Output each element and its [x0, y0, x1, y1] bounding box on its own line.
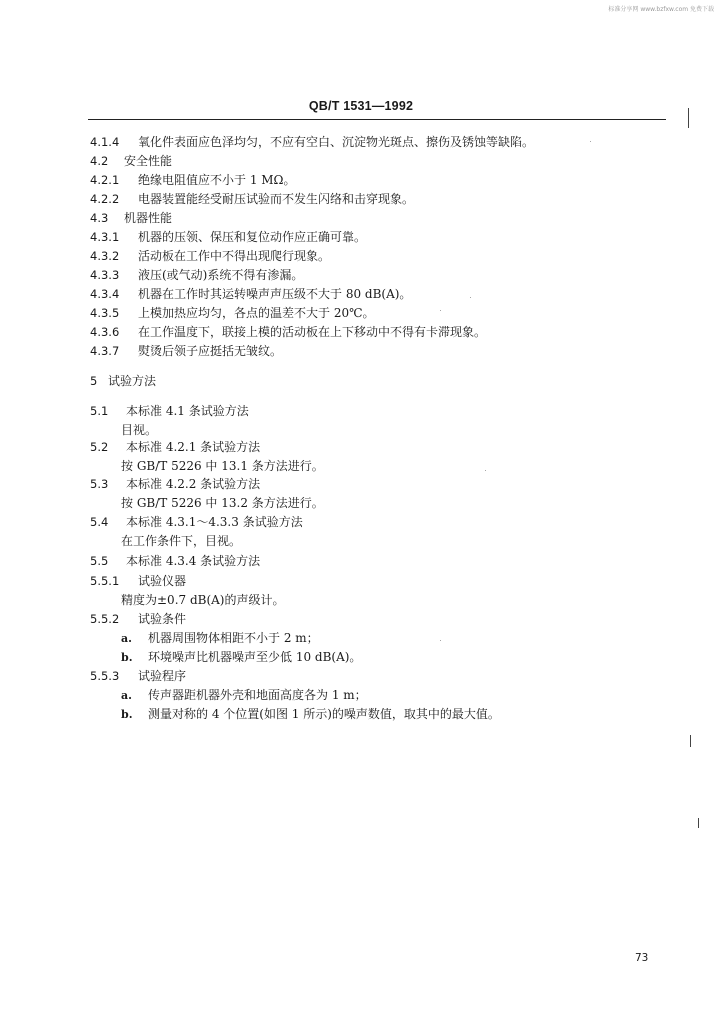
- clause-4-1-4: [90, 135, 534, 149]
- clause-4-3: [90, 211, 172, 225]
- clause-title: 本标准 4.3.1～4.3.3 条试验方法: [126, 515, 303, 529]
- clause-text: 机器的压领、保压和复位动作应正确可靠。: [138, 230, 367, 244]
- clause-text: 氧化件表面应色泽均匀，不应有空白、沉淀物光斑点、擦伤及锈蚀等缺陷。: [138, 135, 535, 149]
- clause-title: 试验条件: [138, 612, 187, 626]
- scan-speck: [440, 640, 441, 641]
- clause-number: 5.4: [90, 515, 109, 529]
- scan-speck: [470, 297, 471, 298]
- clause-5-5-2: [90, 612, 186, 626]
- clause-text: 机器在工作时其运转噪声声压级不大于 80 dB(A)。: [138, 287, 412, 301]
- clause-4-2: [90, 154, 172, 168]
- clause-4-2-1: [90, 173, 296, 187]
- section-number: 5: [90, 374, 98, 388]
- clause-5-2: [90, 440, 260, 454]
- clause-4-3-1: [90, 230, 366, 244]
- clause-number: 4.3.7: [90, 344, 120, 358]
- clause-title: 本标准 4.2.1 条试验方法: [126, 440, 261, 454]
- scan-speck: [590, 141, 591, 142]
- clause-number: 5.5: [90, 554, 109, 568]
- scan-mark: [688, 108, 689, 128]
- section-title: 试验方法: [108, 374, 157, 388]
- clause-5-4: [90, 515, 303, 529]
- clause-number: 4.3.6: [90, 325, 120, 339]
- clause-4-3-4: [90, 287, 411, 301]
- clause-number: 5.5.3: [90, 669, 120, 683]
- scan-speck: [440, 310, 441, 311]
- clause-number: 5.2: [90, 440, 109, 454]
- page-number: 73: [635, 952, 649, 964]
- clause-5-1-body: 目视。: [121, 423, 158, 437]
- clause-text: 电器装置能经受耐压试验而不发生闪络和击穿现象。: [138, 192, 415, 206]
- clause-5-2-body: 按 GB/T 5226 中 13.1 条方法进行。: [121, 459, 324, 473]
- clause-title: 本标准 4.2.2 条试验方法: [126, 477, 261, 491]
- clause-5-1: [90, 404, 249, 418]
- clause-4-3-2: [90, 249, 330, 263]
- clause-5-3: [90, 477, 260, 491]
- clause-title: 本标准 4.3.4 条试验方法: [126, 554, 261, 568]
- clause-5-5-3: [90, 669, 186, 683]
- clause-number: 4.1.4: [90, 135, 120, 149]
- clause-5-4-body: 在工作条件下，目视。: [121, 534, 242, 548]
- clause-number: 4.2.2: [90, 192, 120, 206]
- scan-mark: [698, 818, 699, 828]
- clause-title: 本标准 4.1 条试验方法: [126, 404, 249, 418]
- document-header: QB/T 1531—1992: [308, 99, 414, 113]
- clause-text: 绝缘电阻值应不小于 1 MΩ。: [138, 173, 296, 187]
- clause-number: 4.3: [90, 211, 109, 225]
- clause-5-5-3-item-b: [121, 707, 500, 722]
- section-5-heading: [90, 374, 156, 388]
- clause-number: 4.3.3: [90, 268, 120, 282]
- clause-number: 5.1: [90, 404, 109, 418]
- clause-4-3-6: [90, 325, 486, 339]
- clause-text: 在工作温度下，联接上模的活动板在上下移动中不得有卡滞现象。: [138, 325, 487, 339]
- item-label: b.: [121, 708, 133, 721]
- clause-title: 试验程序: [138, 669, 187, 683]
- clause-text: 安全性能: [124, 154, 173, 168]
- clause-text: 机器性能: [124, 211, 173, 225]
- scan-speck: [485, 470, 486, 471]
- item-label: b.: [121, 651, 133, 664]
- clause-5-3-body: 按 GB/T 5226 中 13.2 条方法进行。: [121, 496, 324, 510]
- clause-4-3-3: [90, 268, 303, 282]
- clause-title: 试验仪器: [138, 574, 187, 588]
- item-label: a.: [121, 632, 132, 645]
- clause-number: 4.3.2: [90, 249, 120, 263]
- watermark: 标准分享网 www.bzfxw.com 免费下载: [608, 6, 714, 13]
- clause-number: 4.3.1: [90, 230, 120, 244]
- clause-number: 4.3.5: [90, 306, 120, 320]
- clause-5-5-2-item-a: [121, 631, 319, 646]
- clause-4-3-7: [90, 344, 282, 358]
- clause-number: 5.5.1: [90, 574, 120, 588]
- clause-number: 5.3: [90, 477, 109, 491]
- clause-text: 活动板在工作中不得出现爬行现象。: [138, 249, 331, 263]
- clause-text: 上模加热应均匀，各点的温差不大于 20℃。: [138, 306, 375, 320]
- clause-number: 4.3.4: [90, 287, 120, 301]
- clause-number: 4.2: [90, 154, 109, 168]
- clause-5-5-2-item-b: [121, 650, 361, 665]
- clause-text: 熨烫后领子应挺括无皱纹。: [138, 344, 283, 358]
- clause-5-5-3-item-a: [121, 688, 367, 703]
- clause-number: 5.5.2: [90, 612, 120, 626]
- clause-5-5: [90, 554, 260, 568]
- item-text: 测量对称的 4 个位置(如图 1 所示)的噪声数值，取其中的最大值。: [148, 707, 500, 721]
- clause-4-2-2: [90, 192, 414, 206]
- clause-5-5-1: [90, 574, 186, 588]
- clause-number: 4.2.1: [90, 173, 120, 187]
- item-text: 传声器距机器外壳和地面高度各为 1 m；: [148, 688, 367, 702]
- item-label: a.: [121, 689, 132, 702]
- header-rule: [88, 119, 666, 120]
- clause-text: 液压(或气动)系统不得有渗漏。: [138, 268, 304, 282]
- clause-4-3-5: [90, 306, 375, 320]
- clause-5-5-1-body: 精度为±0.7 dB(A)的声级计。: [121, 593, 285, 607]
- item-text: 机器周围物体相距不小于 2 m；: [148, 631, 319, 645]
- item-text: 环境噪声比机器噪声至少低 10 dB(A)。: [148, 650, 362, 664]
- scan-mark: [690, 735, 691, 747]
